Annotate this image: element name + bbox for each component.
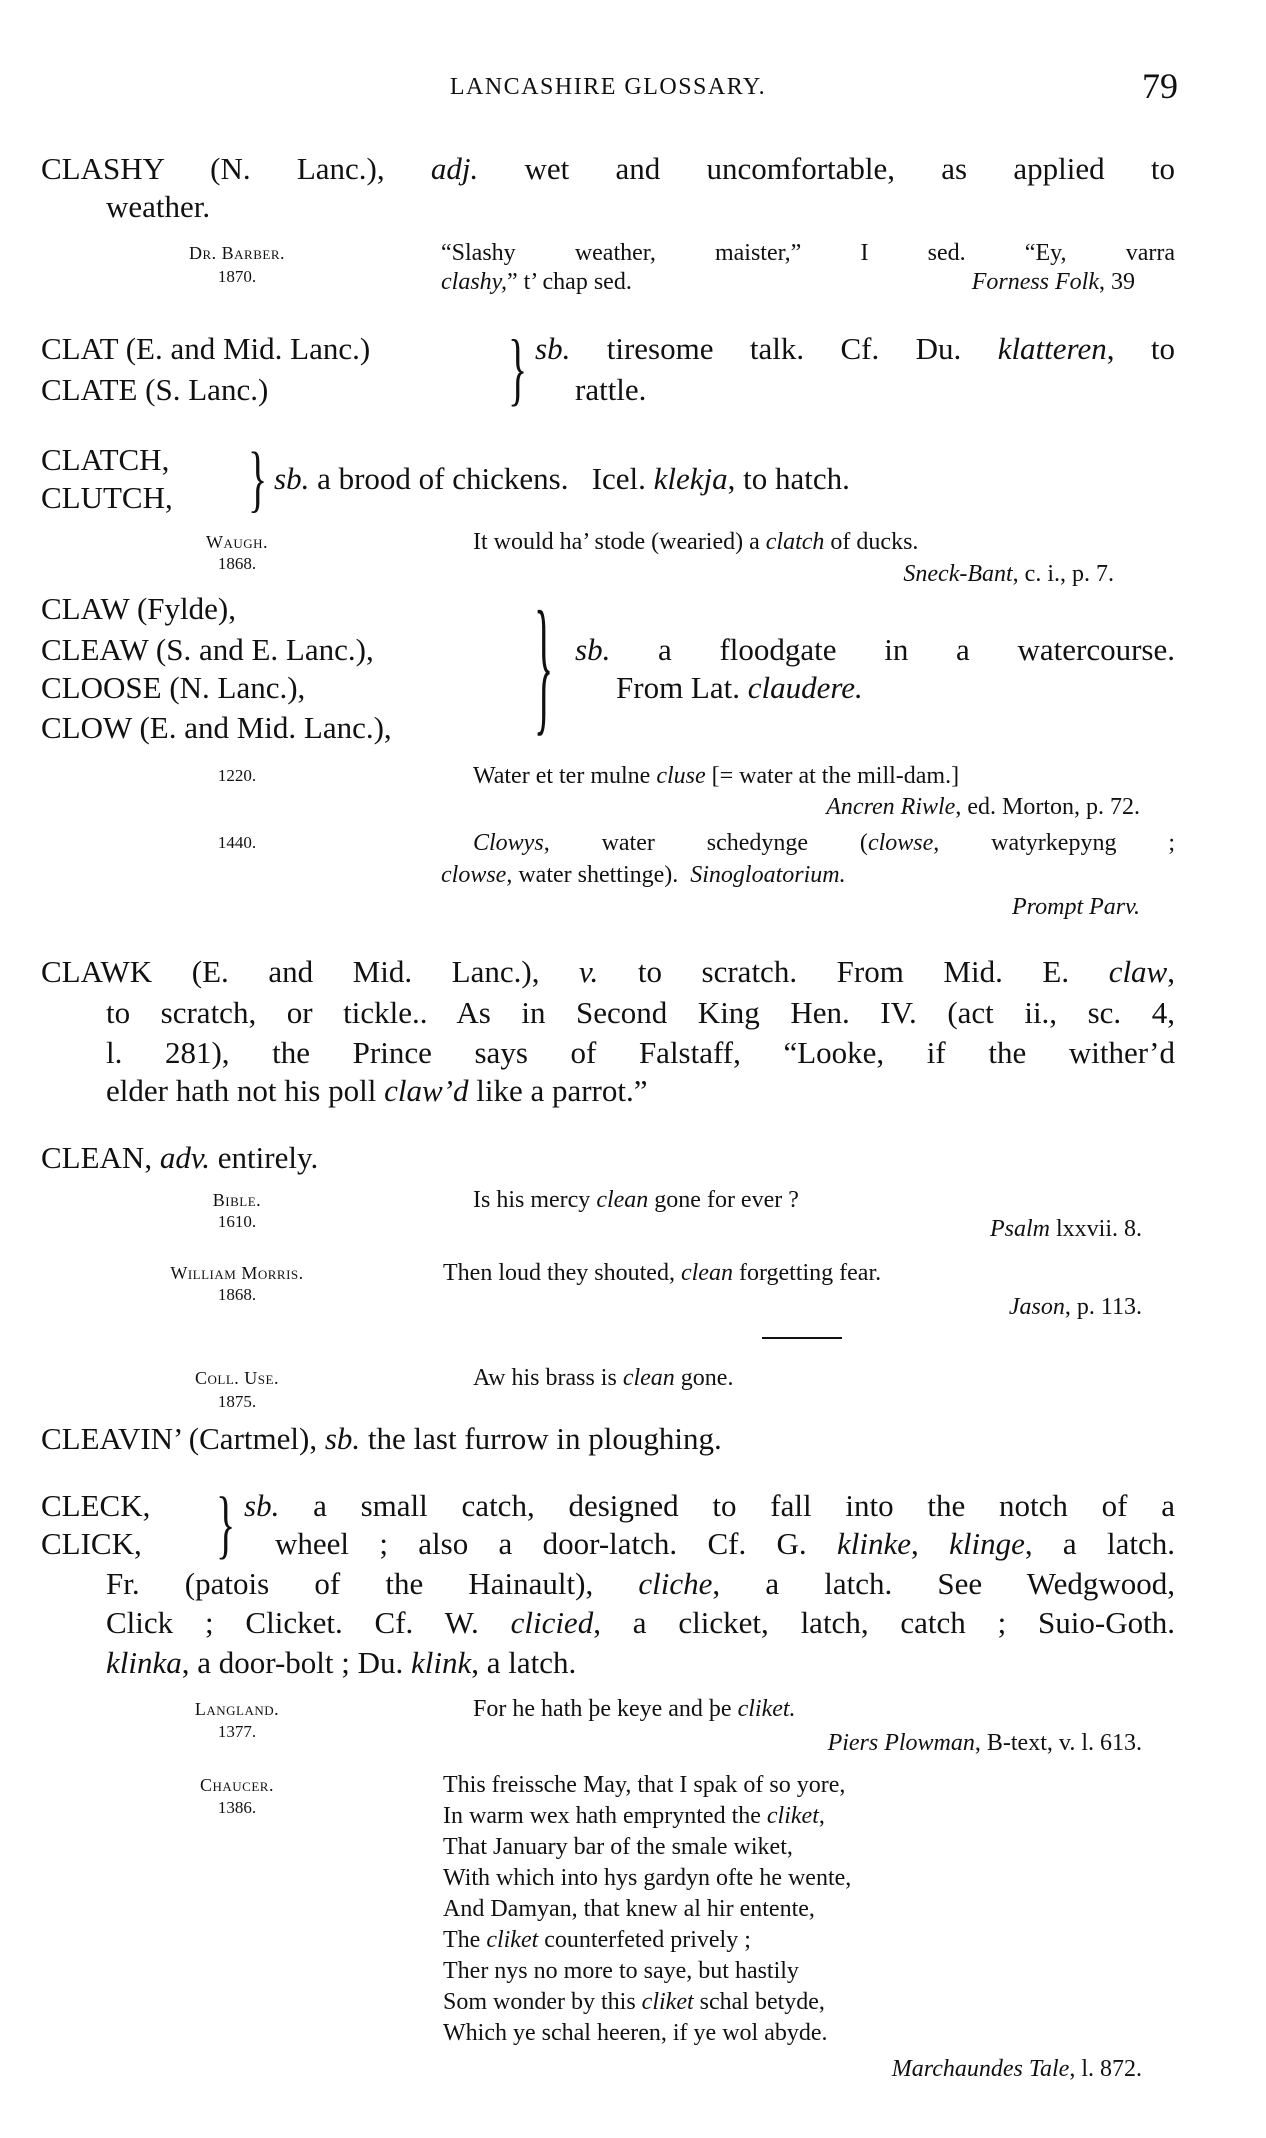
poem-line [443, 2018, 828, 2048]
entry-clawk-line [106, 993, 1175, 1033]
citation-source [892, 2054, 1142, 2084]
text-segment: , B-text, v. l. 613. [974, 1730, 1142, 1756]
definition-line [106, 1643, 576, 1683]
entry-clawk-line [41, 952, 1175, 992]
text-segment: entirely. [210, 1140, 319, 1175]
text-segment: That January bar of the smale wiket, [443, 1834, 793, 1860]
headword: CLOW (E. and Mid. Lanc.), [41, 710, 392, 745]
text-segment: wet and uncomfortable, as applied to [478, 151, 1175, 186]
entry-clawk-line [106, 1071, 648, 1111]
italic-segment: Forness Folk [971, 269, 1099, 295]
text-segment: to scratch, or tickle.. As in Second King Hen. IV. (act ii., sc. 4, [106, 995, 1175, 1030]
italic-segment: cliket [641, 1989, 694, 2015]
text-segment: , to [1106, 331, 1175, 366]
text-segment: [= water at the mill-dam.] [705, 763, 960, 789]
text-segment: , [818, 1803, 825, 1829]
italic-segment: clicied [510, 1605, 594, 1640]
definition-line [575, 630, 1175, 670]
poem-line [443, 1770, 845, 1800]
italic-segment: cliche [638, 1566, 713, 1601]
citation-author: Bible. [212, 1190, 262, 1210]
text-segment: With which into hys gardyn ofte he wente, [443, 1865, 852, 1891]
text-segment: Which ye schal heeren, if ye wol abyde. [443, 2020, 828, 2046]
headword: CLOOSE (N. Lanc.), [41, 670, 306, 705]
italic-segment: adj. [430, 151, 479, 186]
citation-year: 1220. [217, 766, 257, 785]
italic-segment: Psalm [989, 1216, 1050, 1242]
text-segment: , l. 872. [1069, 2056, 1142, 2082]
text-segment: a brood of chickens. Icel. [309, 461, 654, 496]
text-segment: gone. [674, 1365, 734, 1391]
text-segment: schal betyde, [693, 1989, 825, 2015]
citation-source [1012, 892, 1140, 922]
text-segment: Is his mercy [473, 1187, 597, 1213]
text-segment: to scratch. From Mid. E. [598, 954, 1109, 989]
citation-year: 1870. [217, 267, 257, 286]
text-segment: a floodgate in a watercourse. [610, 632, 1175, 667]
text-segment: The [443, 1927, 487, 1953]
poem-line [443, 1925, 751, 1955]
quotation-line [473, 1694, 796, 1724]
poem-line [443, 1863, 851, 1893]
citation-source [826, 792, 1140, 822]
italic-segment: cluse [656, 763, 706, 789]
text-segment: Then loud they shouted, [443, 1260, 681, 1286]
italic-segment: v. [579, 954, 599, 989]
definition-line [274, 459, 850, 499]
italic-segment: Marchaundes Tale [891, 2056, 1070, 2082]
poem-line [443, 1832, 793, 1862]
definition-line [616, 668, 863, 708]
text-segment: Ther nys no more to saye, but hastily [443, 1958, 799, 1984]
text-segment: , p. 113. [1064, 1294, 1142, 1320]
italic-segment: claw [1108, 954, 1168, 989]
citation-year: 1868. [217, 1285, 257, 1304]
citation-author: William Morris. [170, 1263, 304, 1283]
text-segment: weather. [106, 189, 211, 224]
quotation-line [441, 860, 846, 890]
headword: CLATCH, [41, 442, 170, 477]
text-segment: , a door-bolt ; Du. [181, 1645, 412, 1680]
brace-icon: } [248, 436, 268, 520]
text-segment: Water et ter mulne [473, 763, 657, 789]
italic-segment: Piers Plowman [827, 1730, 975, 1756]
citation-year: 1875. [217, 1392, 257, 1411]
citation-author: Coll. Use. [195, 1368, 279, 1388]
italic-segment: klekja [653, 461, 728, 496]
poem-line [443, 1987, 825, 2017]
italic-segment: clowse [441, 862, 507, 888]
text-segment: And Damyan, that knew al hir entente, [443, 1896, 815, 1922]
citation-year: 1440. [217, 833, 257, 852]
text-segment: , watyrkepyng ; [933, 830, 1175, 856]
text-segment: , 39 [1099, 269, 1135, 295]
italic-segment: klinke [837, 1526, 912, 1561]
running-header: LANCASHIRE GLOSSARY. [449, 74, 767, 100]
quotation-line [473, 1363, 733, 1393]
text-segment: counterfeted prively ; [538, 1927, 751, 1953]
text-segment: , water schedynge ( [543, 830, 868, 856]
definition-line [575, 370, 646, 410]
italic-segment: claw’d [384, 1073, 469, 1108]
italic-segment: Sneck-Bant [903, 561, 1013, 587]
citation-source [990, 1214, 1142, 1244]
text-segment: , ed. Morton, p. 72. [955, 794, 1140, 820]
italic-segment: sb. [274, 461, 310, 496]
italic-segment: klinge [949, 1526, 1025, 1561]
quotation-line [473, 761, 959, 791]
citation-year: 1868. [217, 554, 257, 573]
italic-segment: Ancren Riwle [826, 794, 956, 820]
text-segment: Aw his brass is [473, 1365, 623, 1391]
italic-segment: Jason [1008, 1294, 1065, 1320]
quotation-line [473, 527, 918, 557]
text-segment: In warm wex hath emprynted the [443, 1803, 767, 1829]
italic-segment: clowse [867, 830, 934, 856]
entry-clean-line [41, 1138, 318, 1178]
text-segment: Fr. (patois of the Hainault), [106, 1566, 639, 1601]
citation-year: 1610. [217, 1212, 257, 1231]
poem-line [443, 1956, 799, 1986]
text-segment: lxxvii. 8. [1049, 1216, 1142, 1242]
italic-segment: claudere. [747, 670, 863, 705]
definition-line [106, 1564, 1175, 1604]
citation-source [1009, 1292, 1142, 1322]
text-segment: CLAWK (E. and Mid. Lanc.), [41, 954, 580, 989]
text-segment: This freissche May, that I spak of so yore, [443, 1772, 846, 1798]
italic-segment: Prompt Parv. [1012, 894, 1140, 920]
text-segment: , [911, 1526, 950, 1561]
text-segment: tiresome talk. Cf. Du. [570, 331, 998, 366]
text-segment: It would ha’ stode (wearied) a [473, 529, 766, 555]
definition-line [244, 1486, 1175, 1526]
text-segment: , a latch. [471, 1645, 577, 1680]
italic-segment: sb. [244, 1488, 280, 1523]
page-number: 79 [1142, 66, 1178, 106]
quotation-line [443, 1258, 881, 1288]
text-segment: , [1167, 954, 1175, 989]
text-segment: From Lat. [616, 670, 748, 705]
text-segment: rattle. [575, 372, 647, 407]
citation-author: Dr. Barber. [188, 243, 286, 263]
text-segment: , a latch. See Wedgwood, [712, 1566, 1175, 1601]
entry-cleavin-line [41, 1419, 722, 1459]
section-divider [762, 1337, 842, 1339]
citation-author: Waugh. [205, 532, 269, 552]
quotation-line [473, 1185, 799, 1215]
citation-author: Chaucer. [200, 1775, 274, 1795]
text-segment: elder hath not his poll [106, 1073, 385, 1108]
headword: CLECK, [41, 1488, 151, 1523]
quotation-line [441, 238, 1175, 268]
italic-segment: clean [622, 1365, 675, 1391]
text-segment: CLEAVIN’ (Cartmel), [41, 1421, 325, 1456]
quotation-line [441, 267, 632, 297]
italic-segment: klink [411, 1645, 472, 1680]
text-segment: gone for ever ? [648, 1187, 799, 1213]
headword: CLICK, [41, 1526, 142, 1561]
italic-segment: Sinogloatorium. [690, 862, 846, 888]
italic-segment: adv. [159, 1140, 211, 1175]
text-segment: , c. i., p. 7. [1012, 561, 1114, 587]
text-segment: , a latch. [1024, 1526, 1175, 1561]
headword: CLATE (S. Lanc.) [41, 372, 269, 407]
text-segment: ” t’ chap sed. [507, 269, 632, 295]
italic-segment: clean [596, 1187, 649, 1213]
entry-clashy-line [106, 187, 210, 227]
text-segment: like a parrot.” [468, 1073, 648, 1108]
citation-year: 1386. [217, 1798, 257, 1817]
text-segment: , to hatch. [727, 461, 850, 496]
italic-segment: clashy, [441, 269, 507, 295]
text-segment: Click ; Clicket. Cf. W. [106, 1605, 511, 1640]
italic-segment: sb. [535, 331, 571, 366]
italic-segment: klinka [106, 1645, 182, 1680]
brace-icon: } [534, 578, 554, 750]
text-segment: “Slashy weather, maister,” I sed. “Ey, varra [441, 240, 1175, 266]
italic-segment: cliket. [737, 1696, 796, 1722]
entry-clawk-line [106, 1033, 1175, 1073]
text-segment: the last furrow in ploughing. [360, 1421, 722, 1456]
definition-line [106, 1603, 1175, 1643]
italic-segment: cliket [766, 1803, 819, 1829]
headword: CLAT (E. and Mid. Lanc.) [41, 331, 371, 366]
text-segment: wheel ; also a door-latch. Cf. G. [275, 1526, 837, 1561]
text-segment: CLEAN, [41, 1140, 160, 1175]
text-segment: forgetting fear. [732, 1260, 882, 1286]
headword: CLAW (Fylde), [41, 591, 236, 626]
brace-icon: } [216, 1481, 236, 1567]
italic-segment: Clowys [473, 830, 544, 856]
italic-segment: sb. [324, 1421, 361, 1456]
poem-line [443, 1894, 815, 1924]
definition-line [275, 1524, 1175, 1564]
text-segment: CLASHY (N. Lanc.), [41, 151, 431, 186]
entry-clashy-line [41, 149, 1175, 189]
headword: CLUTCH, [41, 480, 173, 515]
citation-author: Langland. [194, 1699, 280, 1719]
brace-icon: } [508, 321, 528, 415]
citation-source [903, 559, 1114, 589]
text-segment: Som wonder by this [443, 1989, 642, 2015]
text-segment: For he hath þe keye and þe [473, 1696, 738, 1722]
italic-segment: cliket [486, 1927, 539, 1953]
citation-year: 1377. [217, 1722, 257, 1741]
definition-line [535, 329, 1175, 369]
headword: CLEAW (S. and E. Lanc.), [41, 632, 374, 667]
text-segment: a small catch, designed to fall into the notch of a [279, 1488, 1175, 1523]
text-segment: , a clicket, latch, catch ; Suio-Goth. [593, 1605, 1175, 1640]
italic-segment: klatteren [997, 331, 1107, 366]
text-segment: of ducks. [824, 529, 919, 555]
citation-source [828, 1728, 1142, 1758]
italic-segment: clean [680, 1260, 733, 1286]
quotation-line [473, 828, 1175, 858]
text-segment: , water shettinge). [506, 862, 691, 888]
text-segment: l. 281), the Prince says of Falstaff, “Looke, if the wither’d [106, 1035, 1175, 1070]
italic-segment: clatch [765, 529, 825, 555]
italic-segment: sb. [575, 632, 611, 667]
poem-line [443, 1801, 825, 1831]
citation-source [972, 267, 1135, 297]
